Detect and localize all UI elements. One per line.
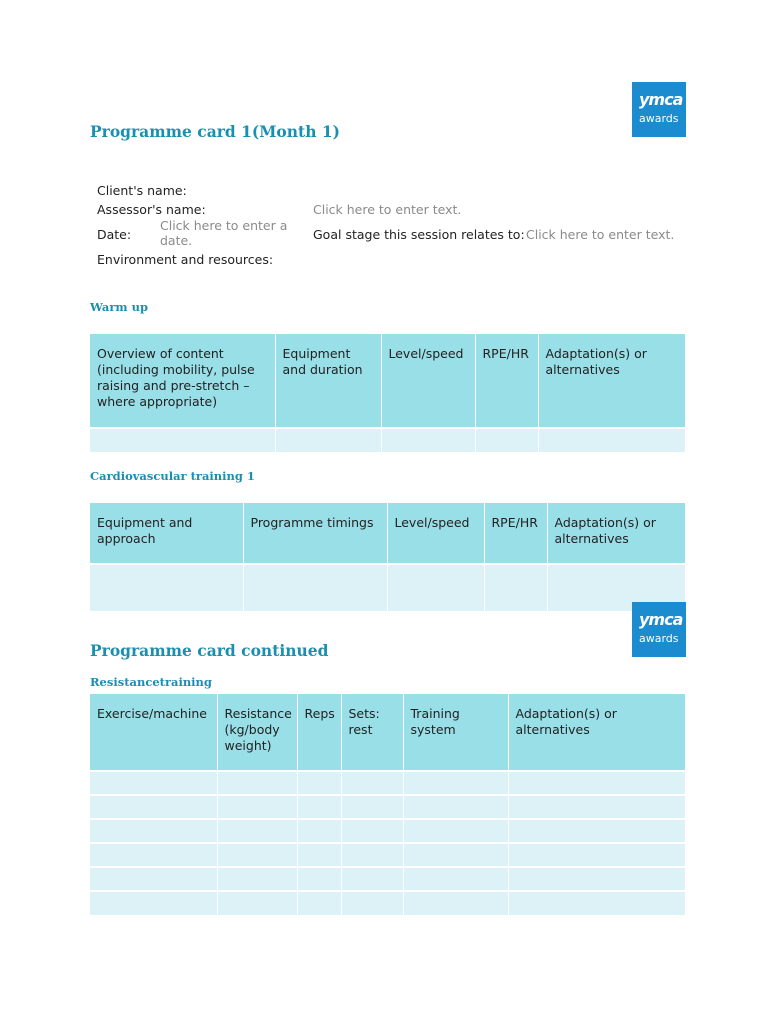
table-cell[interactable] <box>90 795 217 819</box>
column-header: Adaptation(s) or alternatives <box>538 334 685 428</box>
table-cell[interactable] <box>403 771 508 795</box>
column-header: Level/speed <box>387 503 484 564</box>
table-cell[interactable] <box>341 795 403 819</box>
table-cell[interactable] <box>275 428 381 452</box>
table-cell[interactable] <box>387 564 484 611</box>
table-cell[interactable] <box>90 843 217 867</box>
column-header: Equipment and duration <box>275 334 381 428</box>
table-row <box>90 771 685 795</box>
table-row <box>90 819 685 843</box>
table-cell[interactable] <box>341 771 403 795</box>
column-header: Adaptation(s) or alternatives <box>547 503 685 564</box>
table-cell[interactable] <box>243 564 387 611</box>
goal-stage-label: Goal stage this session relates to: <box>313 227 525 242</box>
table-cell[interactable] <box>90 867 217 891</box>
table-cell[interactable] <box>217 843 297 867</box>
table-cell[interactable] <box>341 891 403 915</box>
logo-subtitle: awards <box>639 632 679 645</box>
table-row <box>90 867 685 891</box>
column-header: Level/speed <box>381 334 475 428</box>
table-header-row <box>90 503 685 564</box>
table-cell[interactable] <box>90 891 217 915</box>
resistance-heading: Resistancetraining <box>90 675 212 689</box>
column-header: Programme timings <box>243 503 387 564</box>
table-cell[interactable] <box>90 819 217 843</box>
table-cell[interactable] <box>508 795 685 819</box>
table-row <box>90 428 685 452</box>
table-cell[interactable] <box>297 819 341 843</box>
table-cell[interactable] <box>475 428 538 452</box>
table-cell[interactable] <box>381 428 475 452</box>
table-cell[interactable] <box>403 843 508 867</box>
table-cell[interactable] <box>297 891 341 915</box>
assessor-name-label: Assessor's name: <box>97 202 206 217</box>
table-row <box>90 891 685 915</box>
table-cell[interactable] <box>508 843 685 867</box>
table-cell[interactable] <box>90 771 217 795</box>
column-header: RPE/HR <box>484 503 547 564</box>
goal-stage-field[interactable]: Click here to enter text. <box>526 227 675 242</box>
table-cell[interactable] <box>341 867 403 891</box>
ymca-awards-logo <box>632 82 686 137</box>
table-cell[interactable] <box>508 867 685 891</box>
date-picker-field[interactable]: Click here to enter a date. <box>160 218 288 248</box>
table-cell[interactable] <box>297 867 341 891</box>
logo-wordmark: ymca <box>639 90 683 109</box>
warm-up-heading: Warm up <box>90 300 148 314</box>
column-header: Adaptation(s) or alternatives <box>508 694 685 771</box>
table-cell[interactable] <box>297 795 341 819</box>
resistance-table <box>90 694 685 915</box>
table-cell[interactable] <box>90 564 243 611</box>
cardio-heading: Cardiovascular training 1 <box>90 469 255 483</box>
table-row <box>90 843 685 867</box>
table-cell[interactable] <box>217 795 297 819</box>
client-name-label: Client's name: <box>97 183 187 198</box>
table-cell[interactable] <box>508 771 685 795</box>
table-cell[interactable] <box>484 564 547 611</box>
column-header: Overview of content (including mobility, pulse raising and pre-stretch – where appropriate) <box>90 334 275 428</box>
table-cell[interactable] <box>217 891 297 915</box>
table-cell[interactable] <box>297 843 341 867</box>
table-header-row <box>90 694 685 771</box>
logo-wordmark: ymca <box>639 610 683 629</box>
ymca-awards-logo <box>632 602 686 657</box>
warm-up-table <box>90 334 685 452</box>
table-cell[interactable] <box>508 891 685 915</box>
table-cell[interactable] <box>403 795 508 819</box>
table-cell[interactable] <box>297 771 341 795</box>
table-cell[interactable] <box>508 819 685 843</box>
table-cell[interactable] <box>217 771 297 795</box>
column-header: Training system <box>403 694 508 771</box>
table-cell[interactable] <box>403 891 508 915</box>
column-header: Equipment and approach <box>90 503 243 564</box>
page-title: Programme card 1(Month 1) <box>90 122 340 141</box>
table-cell[interactable] <box>403 819 508 843</box>
environment-label: Environment and resources: <box>97 252 274 267</box>
column-header: Reps <box>297 694 341 771</box>
table-cell[interactable] <box>403 867 508 891</box>
column-header: RPE/HR <box>475 334 538 428</box>
logo-subtitle: awards <box>639 112 679 125</box>
table-header-row <box>90 334 685 428</box>
column-header: Exercise/machine <box>90 694 217 771</box>
table-cell[interactable] <box>538 428 685 452</box>
table-row <box>90 564 685 611</box>
column-header: Resistance (kg/body weight) <box>217 694 297 771</box>
cardio-table <box>90 503 685 611</box>
table-cell[interactable] <box>341 843 403 867</box>
continued-title: Programme card continued <box>90 641 329 660</box>
date-label: Date: <box>97 227 132 242</box>
table-cell[interactable] <box>341 819 403 843</box>
table-cell[interactable] <box>90 428 275 452</box>
column-header: Sets: rest <box>341 694 403 771</box>
assessor-name-field[interactable]: Click here to enter text. <box>313 202 462 217</box>
table-cell[interactable] <box>217 867 297 891</box>
table-row <box>90 795 685 819</box>
table-cell[interactable] <box>217 819 297 843</box>
